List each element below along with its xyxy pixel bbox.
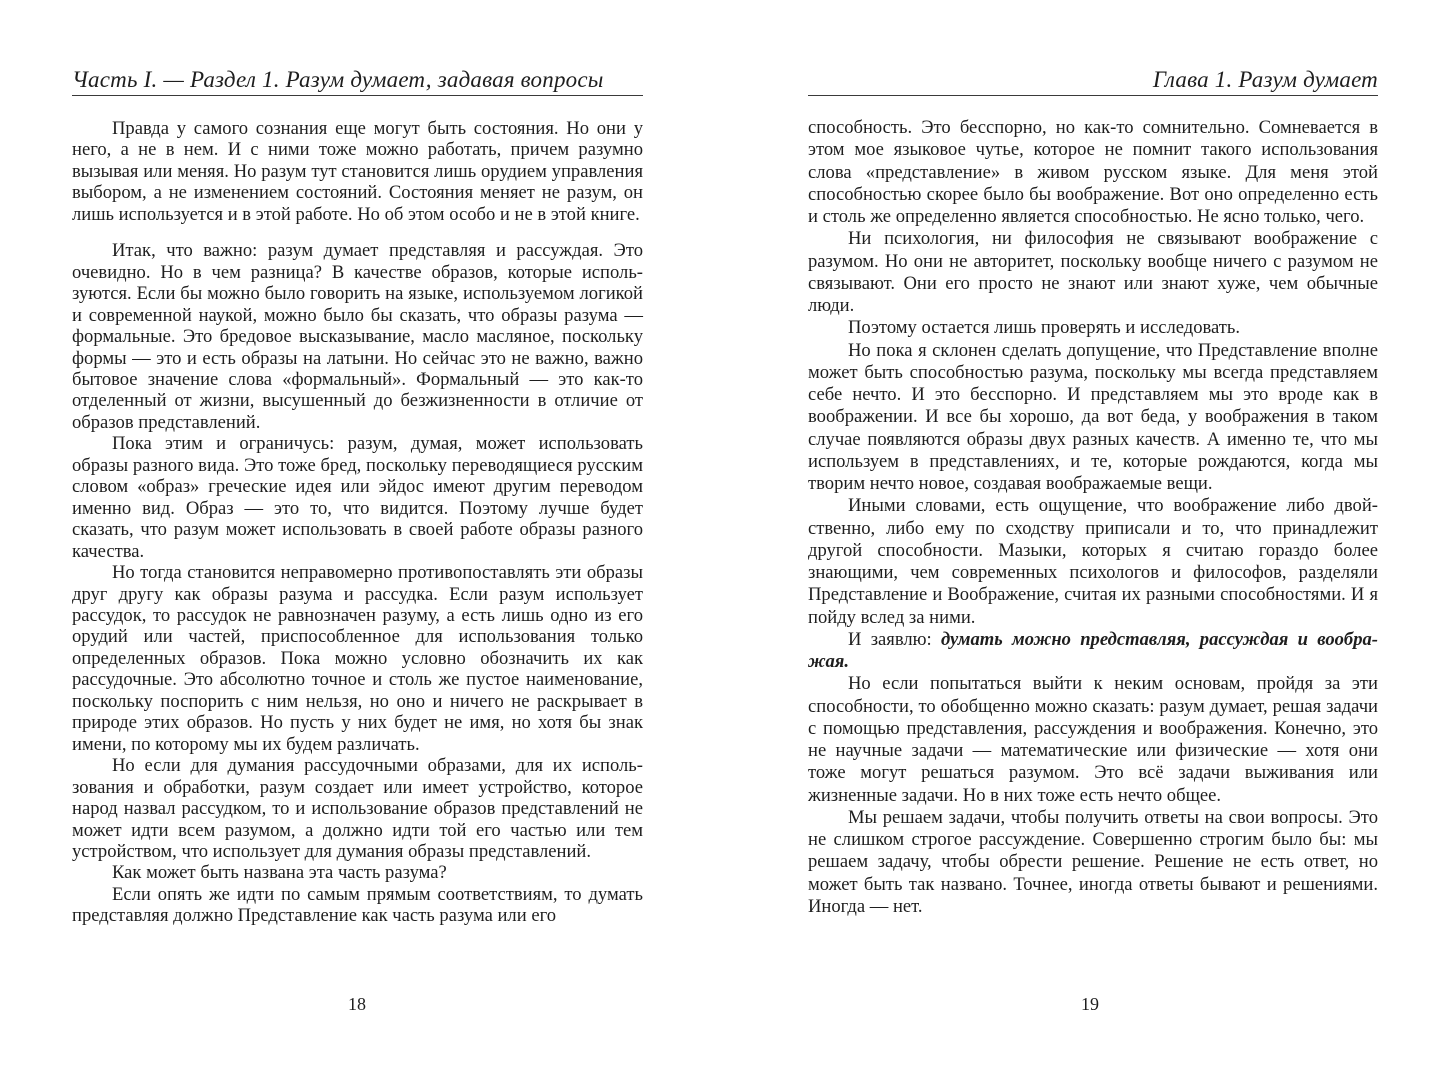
emphasized-statement: думать можно представляя, рассуждая и воображая. bbox=[808, 628, 1378, 672]
paragraph: Но тогда становится неправомерно противопоставлять эти образы друг другу как образы разума и рассудка. Если разум использует рассудок, то рассудок не равнозначен разуму, а есть лишь одно из его орудий или частей, приспособленное для использования только определенных образов. Пока можно условно обозначить их как рассудочные. Это абсолютно точное и столь же пустое наименование, поскольку поспорить с ним нельзя, но оно и ничего не раскрывает в природе этих образов. Но пусть у них будет не имя, но хотя бы знак имени, по которому мы их будем различать. bbox=[72, 562, 643, 755]
left-page bbox=[72, 0, 643, 1080]
paragraph: Правда у самого сознания еще могут быть состояния. Но они у него, а не в нем. И с ними тоже можно работать, причем разумно вызывая или меняя. Но разум тут становится лишь орудием управления выбором, а не изменением состояний. Состояния меняет не разум, он лишь используется и в этой работе. Но об этом особо и не в этой книге. bbox=[72, 118, 643, 225]
paragraph: Но если для думания рассудочными образами, для их использования и обработки, разум создает или имеет устройство, которое народ назвал рассудком, то и использование образов представлений не может идти всем разумом, а должно идти той его частью или тем устройством, что использует для думания образы представлений. bbox=[72, 755, 643, 862]
paragraph: Но пока я склонен сделать допущение, что Представление вполне может быть способностью разума, поскольку мы всегда представляем себе нечто. И это бесспорно. И представляем мы это вроде как в воображении. И все бы хорошо, да вот беда, у воображения в таком случае появляются образы двух разных качеств. А именно те, что мы используем в представлениях, и те, которые рождаются, когда мы творим нечто новое, создавая воображаемые вещи. bbox=[808, 339, 1378, 494]
paragraph: Как может быть названа эта часть разума? bbox=[112, 862, 447, 884]
paragraph: Иными словами, есть ощущение, что воображение либо двойственно, либо ему по сходству приписали и то, что принадлежит другой способности. Мазыки, которых я считаю гораздо более знающими, чем современных психологов и философов, разделяли Представление и Воображение, считая их разными способностями. И я пойду вслед за ними. bbox=[808, 495, 1378, 628]
paragraph: Но если попытаться выйти к неким основам, пройдя за эти способности, то обобщенно можно сказать: разум думает, решая задачи с помощью представления, рассуждения и воображения. Конечно, это не научные задачи — математические или физические — хотя они тоже могут решаться разумом. Это всё задачи выживания или жизненные задачи. Но в них тоже есть нечто общее. bbox=[808, 673, 1378, 806]
page-number-left: 18 bbox=[348, 994, 366, 1014]
right-page bbox=[808, 0, 1378, 1080]
left-page-body bbox=[72, 118, 643, 927]
paragraph: Мы решаем задачи, чтобы получить ответы на свои вопросы. Это не слишком строгое рассуждение. Совершенно строгим было бы: мы решаем задачу, чтобы обрести решение. Решение не есть ответ, но может быть так названо. Точнее, иногда ответы бывают и решениями. Иногда — нет. bbox=[808, 806, 1378, 917]
paragraph: Итак, что важно: разум думает представляя и рассуждая. Это очевидно. Но в чем разница? В качестве образов, которые используются. Если бы можно было говорить на языке, используемом логикой и современной наукой, можно было бы сказать, что образы разума — формальные. Это бредовое высказывание, масло масляное, поскольку формы — это и есть образы на латыни. Но сейчас это не важно, важно бытовое значение слова «формальный». Формальный — это как-то отделенный от жизни, высушенный до безжизненности в отличие от образов представлений. bbox=[72, 240, 643, 433]
right-page-body bbox=[808, 117, 1378, 918]
paragraph: способность. Это бесспорно, но как-то сомнительно. Сомневается в этом мое языковое чутье, которое не помнит такого использования слова «представление» в живом русском языке. Для меня этой способностью скорее было бы воображение. Вот оно определенно есть и столь же определенно является способностью. Не ясно только, чего. bbox=[808, 117, 1378, 227]
running-head-left: Часть I. — Раздел 1. Разум думает, задавая вопросы bbox=[72, 66, 643, 96]
paragraph: Пока этим и ограничусь: разум, думая, может использовать образы разного вида. Это тоже бред, поскольку переводящиеся русским словом «образ» греческие идея или эйдос имеют другим переводом именно вид. Образ — это то, что видится. Поэтому лучше будет сказать, что разум может использовать в своей работе образы разного качества. bbox=[72, 433, 643, 562]
page-number-right: 19 bbox=[1081, 994, 1099, 1014]
paragraph: Если опять же идти по самым прямым соответствиям, то думать представляя должно Представление как часть разума или его bbox=[72, 883, 643, 927]
paragraph: Поэтому остается лишь проверять и исследовать. bbox=[848, 317, 1241, 339]
emphasized-statement-paragraph bbox=[808, 629, 1378, 674]
paragraph: Ни психология, ни философия не связывают воображение с разумом. Но они не авторитет, поскольку вообще ничего с разумом не связывают. Они его просто не знают или знают хуже, чем обычные люди. bbox=[808, 228, 1378, 316]
statement-lead: И заявлю: bbox=[848, 628, 941, 650]
running-head-right: Глава 1. Разум думает bbox=[808, 66, 1378, 96]
